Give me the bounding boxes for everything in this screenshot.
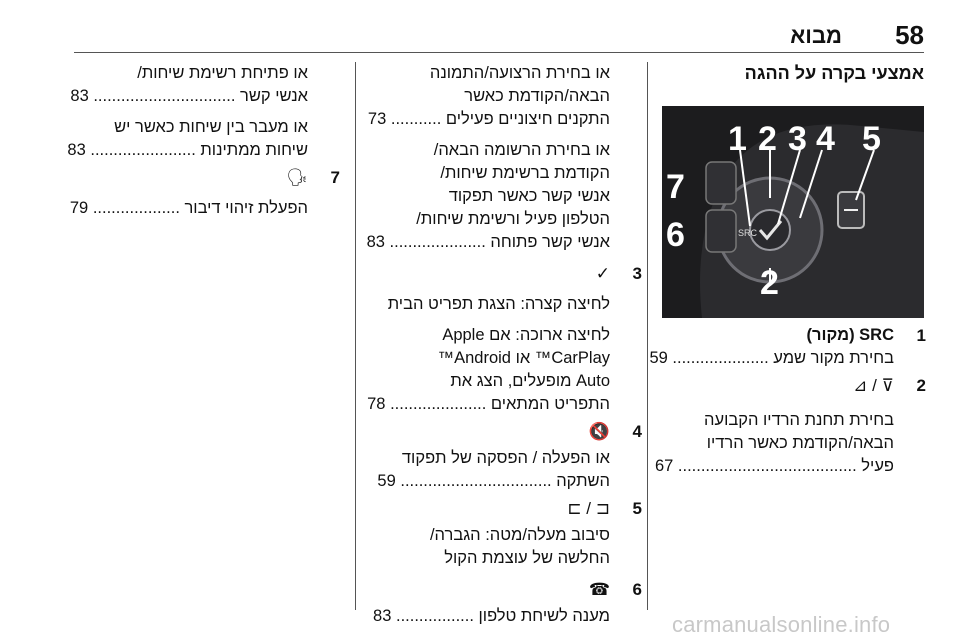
entry-4-line-1: או הפעלה / הפסקה של תפקוד [401, 449, 610, 467]
entry-5-line-2: החלשה של עוצמת הקול [444, 549, 610, 567]
mid-b-page: 83 [366, 233, 385, 251]
entry-2-line-2: הבאה/הקודמת כאשר הרדיו [706, 434, 894, 452]
entry-4 [370, 420, 642, 493]
entry-3-page: 78 [367, 395, 386, 413]
page-header [74, 20, 924, 50]
entry-3-line-6: התפריט המתאים ..................... [390, 395, 610, 413]
left-a-page: 83 [70, 87, 89, 105]
header-rule [74, 52, 924, 53]
entry-2-symbol: ⊽ / ⊿ [853, 376, 894, 395]
entry-7-number: 7 [330, 168, 340, 187]
entry-1-page: 59 [649, 349, 668, 367]
right-column [662, 62, 924, 85]
entry-2-line-1: בחירת תחנת הרדיו הקבועה [704, 411, 894, 429]
column-divider-left [355, 62, 356, 610]
entry-3-line-1: לחיצה קצרה: הצגת תפריט הבית [387, 295, 610, 313]
entry-2-line-3: פעיל ....................................... [677, 457, 894, 475]
entry-3-number: 3 [632, 264, 642, 283]
middle-column [366, 62, 642, 628]
entry-5-line-1: סיבוב מעלה/מטה: הגברה/ [429, 526, 610, 544]
section-title: אמצעי בקרה על ההגה [744, 63, 924, 83]
entry-3 [367, 262, 642, 416]
phone-icon: ☎ [588, 580, 610, 599]
column-divider-right [647, 62, 648, 610]
left-a-line-1: או פתיחת רשימת שיחות/ [137, 64, 308, 82]
left-entry-a [70, 62, 308, 108]
mid-a-line-2: הבאה/הקודמת כאשר [464, 87, 610, 105]
entry-7-line-1: הפעלת זיהוי דיבור ................... [92, 199, 308, 217]
entry-7 [69, 166, 340, 220]
entry-5-number: 5 [632, 499, 642, 518]
mid-b-line-2: הקודמת ברשימת שיחות/ [440, 164, 610, 182]
left-a-line-2: אנשי קשר ............................... [93, 87, 308, 105]
mid-entry-b [366, 139, 610, 254]
entry-3-line-4: CarPlay™ או Android™ [437, 349, 610, 367]
mid-b-line-1: או בחירת הרשומה הבאה/ [433, 141, 610, 159]
mid-a-line-3: התקנים חיצוניים פעילים ........... [390, 110, 610, 128]
entry-7-page: 79 [69, 199, 89, 217]
mid-a-line-1: או בחירת הרצועה/התמונה [429, 64, 610, 82]
figure-label-2-bottom: 2 [760, 264, 779, 302]
entry-2-number: 2 [916, 376, 926, 395]
svg-text:SRC: SRC [738, 228, 758, 238]
entry-6 [370, 578, 642, 628]
entry-6-line-1: מענה לשיחת טלפון ................. [395, 607, 610, 625]
figure-label-3: 3 [788, 120, 807, 158]
entry-3-line-5: Auto מופעלים, הצג את [450, 372, 610, 390]
entry-2-page: 67 [654, 457, 674, 475]
volume-thumbwheel-icon: ⊏ / ⊐ [567, 499, 610, 518]
entry-1 [649, 324, 926, 370]
mid-a-page: 73 [367, 110, 387, 128]
mid-b-line-5: אנשי קשר פתוחה ..................... [389, 233, 610, 251]
mute-icon: 🔇 [588, 422, 610, 441]
entry-1-line-1: SRC (מקור) [806, 326, 894, 344]
entry-6-number: 6 [632, 580, 642, 599]
mid-entry-a [367, 62, 610, 131]
left-entry-b [67, 116, 308, 162]
figure-label-7: 7 [666, 168, 685, 206]
entry-4-line-2: השתקה ................................. [400, 472, 610, 490]
left-b-line-1: או מעבר בין שיחות כאשר יש [114, 118, 308, 136]
checkmark-icon: ✓ [595, 264, 610, 283]
left-b-line-2: שיחות ממתינות ....................... [90, 141, 308, 159]
chapter-title: מבוא [790, 23, 842, 48]
entry-2 [654, 374, 926, 478]
entry-6-page: 83 [373, 607, 392, 625]
entry-3-line-3: לחיצה ארוכה: אם Apple [442, 326, 610, 344]
figure-label-2-top: 2 [758, 120, 777, 158]
page-number: 58 [895, 20, 924, 50]
figure-label-6: 6 [666, 216, 685, 254]
entry-1-number: 1 [916, 326, 926, 345]
steering-wheel-controls-figure [662, 106, 924, 318]
site-watermark: carmanualsonline.info [672, 612, 891, 637]
entry-4-page: 59 [377, 472, 396, 490]
left-column [67, 62, 340, 220]
entry-1-line-2: בחירת מקור שמע ..................... [672, 349, 894, 367]
entry-4-number: 4 [632, 422, 642, 441]
figure-label-1: 1 [728, 120, 747, 158]
mid-b-line-4: הטלפון פעיל ורשימת שיחות/ [416, 210, 610, 228]
entry-5 [370, 497, 642, 570]
mid-b-line-3: אנשי קשר כאשר תפקוד [448, 187, 610, 205]
right-column-entries [649, 324, 926, 478]
left-b-page: 83 [67, 141, 86, 159]
figure-label-5: 5 [862, 120, 881, 158]
figure-label-4: 4 [816, 120, 835, 158]
voice-recognition-icon: 🗣 [286, 168, 308, 187]
